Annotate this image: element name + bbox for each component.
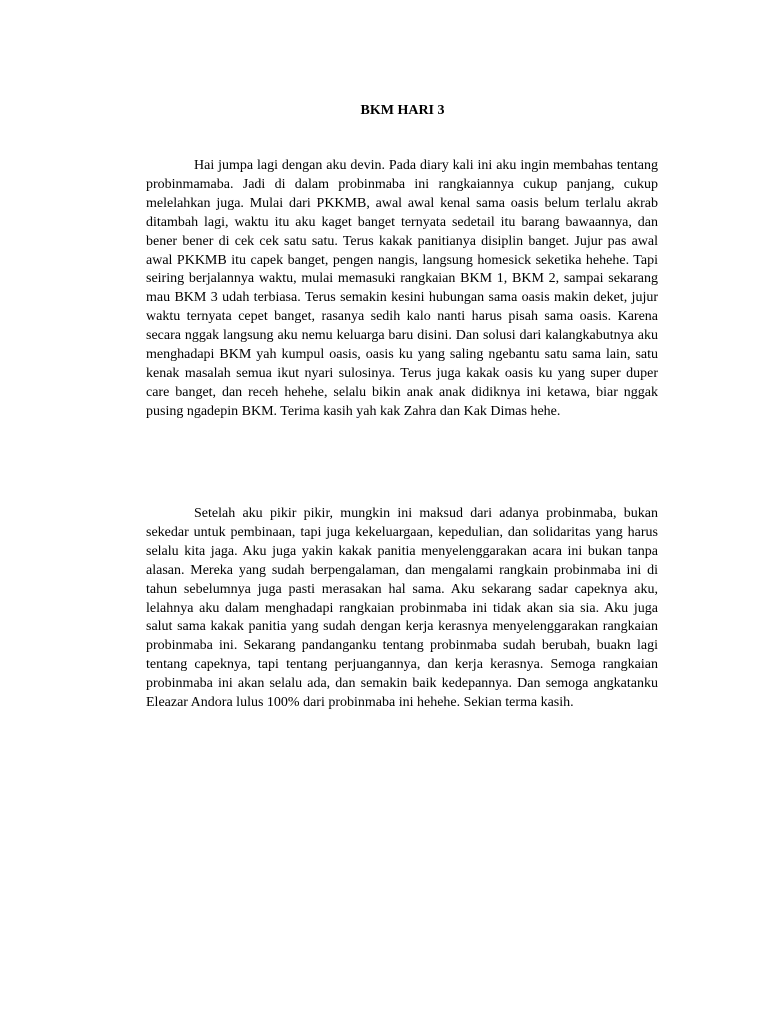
document-title: BKM HARI 3: [360, 103, 445, 118]
paragraph-1: Hai jumpa lagi dengan aku devin. Pada diary kali ini aku ingin membahas tentang probinmamaba. Jadi di dalam probinmaba ini rangkaiannya cukup panjang, cukup melelahkan juga. Mulai dari PKKMB, awal awal kenal sama oasis belum terlalu akrab ditambah lagi, waktu itu aku kaget banget ternyata sedetail itu barang bawaannya, dan bener bener di cek cek satu satu. Terus kakak panitianya disiplin banget. Jujur pas awal awal PKKMB itu capek banget, pengen nangis, langsung homesick seketika hehehe. Tapi seiring berjalannya waktu, mulai memasuki rangkaian BKM 1, BKM 2, sampai sekarang mau BKM 3 udah terbiasa. Terus semakin kesini hubungan sama oasis makin deket, jujur waktu ternyata cepet banget, rasanya sedih kalo nanti harus pisah sama oasis. Karena secara nggak langsung aku nemu keluarga baru disini. Dan solusi dari kalangkabutnya aku menghadapi BKM yah kumpul oasis, oasis ku yang saling ngebantu satu sama lain, satu kenak masalah semua ikut nyari sulosinya. Terus juga kakak oasis ku yang super duper care banget, dan receh hehehe, selalu bikin anak anak didiknya ini ketawa, biar nggak pusing ngadepin BKM. Terima kasih yah kak Zahra dan Kak Dimas hehe.: [146, 158, 658, 419]
paragraph-2: Setelah aku pikir pikir, mungkin ini maksud dari adanya probinmaba, bukan sekedar untuk pembinaan, tapi juga kekeluargaan, kepedulian, dan solidaritas yang harus selalu kita jaga. Aku juga yakin kakak panitia menyelenggarakan acara ini bukan tanpa alasan. Mereka yang sudah berpengalaman, dan mengalami rangkain probinmaba ini di tahun sebelumnya juga pasti merasakan hal sama. Aku sekarang sadar capeknya aku, lelahnya aku dalam menghadapi rangkaian probinmaba ini tidak akan sia sia. Aku juga salut sama kakak panitia yang sudah dengan kerja kerasnya menyelenggarakan rangkaian probinmaba ini. Sekarang pandanganku tentang probinmaba sudah berubah, buakn lagi tentang capeknya, tapi tentang perjuangannya, dan kerja kerasnya. Semoga rangkaian probinmaba ini akan selalu ada, dan semakin baik kedepannya. Dan semoga angkatanku Eleazar Andora lulus 100% dari probinmaba ini hehehe. Sekian terma kasih.: [146, 506, 658, 711]
